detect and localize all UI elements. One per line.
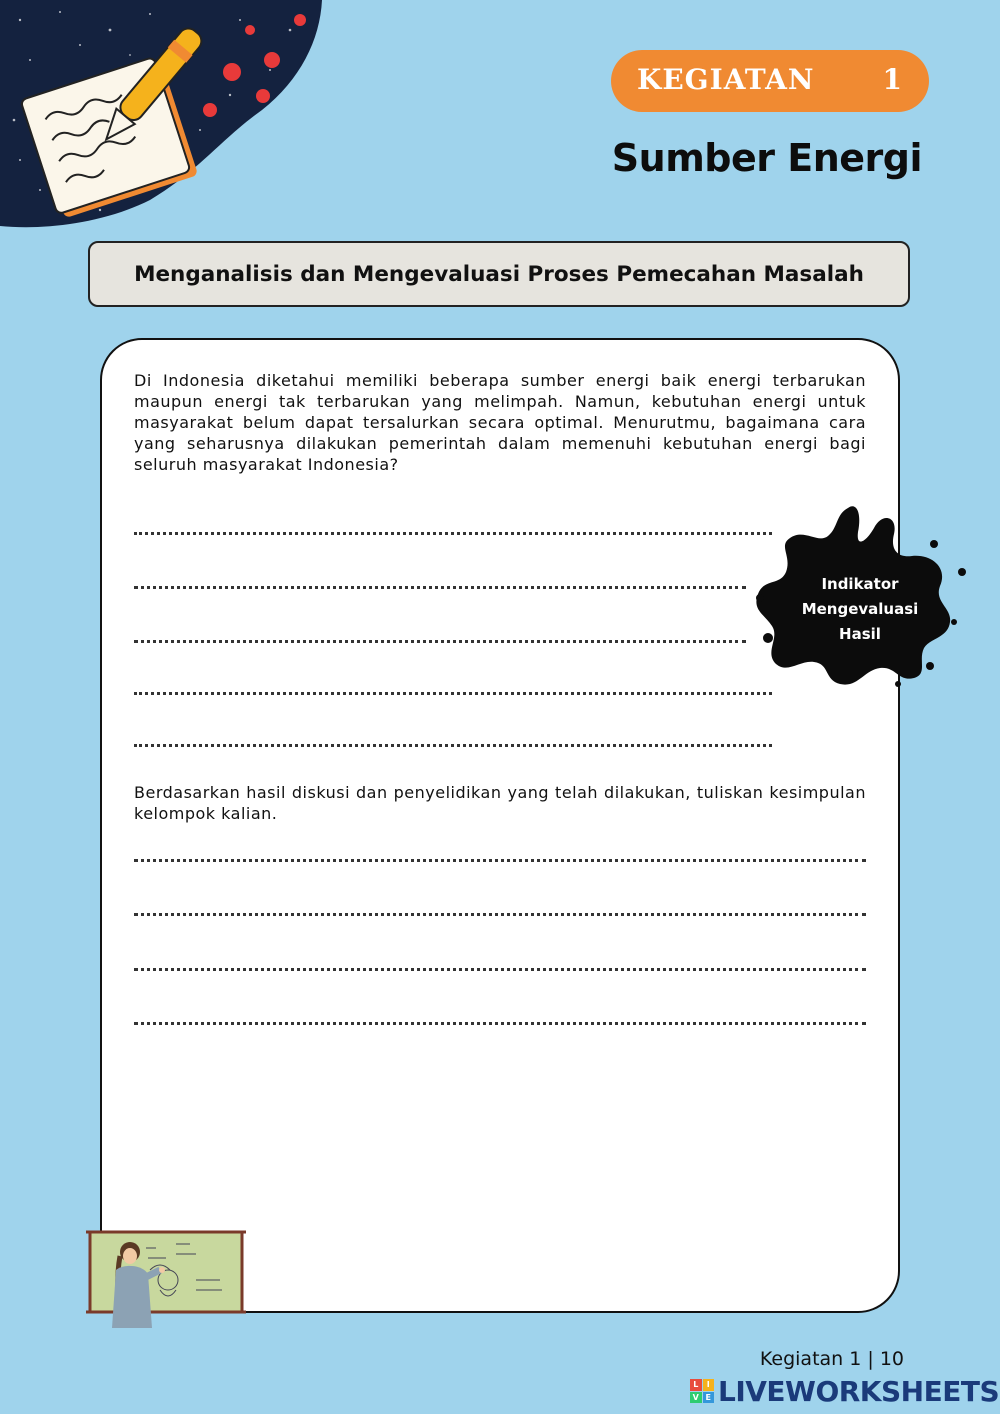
answer-line-1[interactable] xyxy=(134,532,772,535)
teacher-illustration-icon xyxy=(86,1228,246,1334)
answer-line-4[interactable] xyxy=(134,692,772,695)
answer-line-5[interactable] xyxy=(134,744,772,747)
indicator-line-2: Mengevaluasi xyxy=(801,600,919,618)
kegiatan-label: KEGIATAN xyxy=(637,63,815,96)
question-2-text: Berdasarkan hasil diskusi dan penyelidikan yang telah dilakukan, tuliskan kesimpulan kelompok kalian. xyxy=(134,783,866,823)
answer-line-9[interactable] xyxy=(134,1022,866,1025)
answer-line-3[interactable] xyxy=(134,640,746,643)
indicator-line-1: Indikator xyxy=(821,575,899,593)
answer-line-8[interactable] xyxy=(134,968,866,971)
answer-line-2[interactable] xyxy=(134,586,746,589)
subtitle-text: Menganalisis dan Mengevaluasi Proses Pemecahan Masalah xyxy=(134,261,864,287)
question-1-text: Di Indonesia diketahui memiliki beberapa sumber energi baik energi terbarukan maupun energi tak terbarukan yang melimpah. Namun, kebutuhan energi untuk masyarakat belum dapat tersalurkan secara optimal. Menurutmu, bagaimana cara yang seharusnya dilakukan pemerintah dalam memenuhi kebutuhan energi bagi seluruh masyarakat Indonesia? xyxy=(134,371,866,474)
page-number-label: Kegiatan 1 | 10 xyxy=(759,1348,904,1370)
subtitle-box xyxy=(88,241,910,307)
content-card xyxy=(100,338,900,1313)
kegiatan-number: 1 xyxy=(882,63,903,96)
notebook-pen-icon xyxy=(0,0,330,230)
indicator-line-3: Hasil xyxy=(839,625,881,643)
kegiatan-badge xyxy=(611,50,929,112)
liveworksheets-logo[interactable] xyxy=(690,1374,999,1408)
answer-line-7[interactable] xyxy=(134,913,866,916)
indicator-label xyxy=(772,572,948,647)
page-title: Sumber Energi xyxy=(611,136,922,180)
answer-line-6[interactable] xyxy=(134,859,866,862)
liveworksheets-logo-icon: L I V E xyxy=(690,1379,714,1403)
liveworksheets-logo-text: LIVEWORKSHEETS xyxy=(718,1374,1000,1408)
